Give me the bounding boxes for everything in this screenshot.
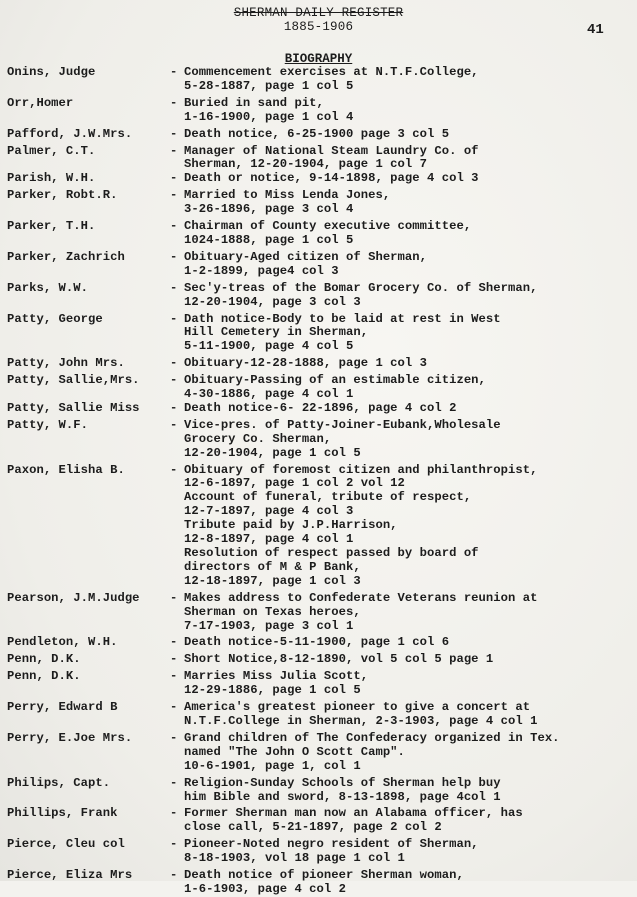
list-item: [7, 732, 635, 774]
entry-separator: -: [170, 652, 178, 667]
entry-line: Obituary-Passing of an estimable citizen,: [184, 373, 486, 388]
list-item: [7, 838, 635, 866]
entry-description: [184, 464, 635, 589]
page-number: 41: [587, 22, 604, 38]
entry-line: 5-28-1887, page 1 col 5: [184, 78, 354, 93]
entry-name: Pierce, Eliza Mrs: [7, 869, 133, 883]
entry-description: [184, 251, 635, 279]
entry-line: 12-29-1886, page 1 col 5: [184, 683, 361, 698]
entry-line: Marries Miss Julia Scott,: [184, 669, 369, 684]
list-item: [7, 653, 635, 667]
entry-separator: -: [170, 373, 178, 388]
entry-line: Death notice-5-11-1900, page 1 col 6: [184, 635, 450, 650]
entry-name: Patty, W.F.: [7, 418, 89, 432]
entry-name: Pendleton, W.H.: [7, 636, 118, 650]
entry-line: 12-20-1904, page 1 col 5: [184, 445, 361, 460]
entry-separator: -: [170, 143, 178, 158]
entry-separator: -: [170, 400, 178, 415]
list-item: [7, 282, 635, 310]
entry-name: Phillips, Frank: [7, 807, 118, 821]
entry-separator: -: [170, 356, 178, 371]
entry-line: Obituary of foremost citizen and philanthropist,: [184, 462, 538, 477]
entry-separator: -: [170, 417, 178, 432]
entry-line: Hill Cemetery in Sherman,: [184, 325, 369, 340]
entry-line: Death notice, 6-25-1900 page 3 col 5: [184, 126, 450, 141]
entry-line: 1-16-1900, page 1 col 4: [184, 109, 354, 124]
entry-name: Patty, Sallie,Mrs.: [7, 374, 140, 388]
entry-description: [184, 807, 635, 835]
list-item: [7, 636, 635, 650]
register-header: [0, 6, 637, 34]
entry-name: Paxon, Elisha B.: [7, 463, 125, 477]
entry-description: [184, 66, 635, 94]
entry-separator: -: [170, 171, 178, 186]
entry-description: [184, 869, 635, 897]
entry-line: him Bible and sword, 8-13-1898, page 4col 1: [184, 789, 501, 804]
list-item: [7, 251, 635, 279]
biography-entries: [7, 66, 635, 897]
entry-line: Makes address to Confederate Veterans reunion at: [184, 590, 538, 605]
entry-description: [184, 189, 635, 217]
entry-separator: -: [170, 188, 178, 203]
entry-line: close call, 5-21-1897, page 2 col 2: [184, 820, 442, 835]
entry-line: Married to Miss Lenda Jones,: [184, 188, 391, 203]
entry-line: Resolution of respect passed by board of: [184, 546, 479, 560]
list-item: [7, 701, 635, 729]
list-item: [7, 128, 635, 142]
entry-description: [184, 636, 635, 650]
entry-description: [184, 732, 635, 774]
entry-name: Pafford, J.W.Mrs.: [7, 127, 133, 141]
entry-line: 8-18-1903, vol 18 page 1 col 1: [184, 851, 405, 866]
entry-line: Grocery Co. Sherman,: [184, 431, 332, 446]
entry-name: Patty, John Mrs.: [7, 357, 125, 371]
entry-separator: -: [170, 806, 178, 821]
list-item: [7, 869, 635, 897]
entry-separator: -: [170, 280, 178, 295]
list-item: [7, 97, 635, 125]
entry-line: 4-30-1886, page 4 col 1: [184, 387, 354, 402]
entry-separator: -: [170, 868, 178, 883]
list-item: [7, 402, 635, 416]
entry-name: Orr,Homer: [7, 96, 74, 110]
entry-description: [184, 220, 635, 248]
entry-name: Palmer, C.T.: [7, 144, 96, 158]
entry-line: 12-6-1897, page 1 col 2 vol 12: [184, 476, 405, 491]
entry-name: Philips, Capt.: [7, 776, 111, 790]
entry-line: 12-18-1897, page 1 col 3: [184, 573, 361, 588]
entry-line: Chairman of County executive committee,: [184, 219, 472, 234]
entry-description: [184, 402, 635, 416]
list-item: [7, 220, 635, 248]
entry-line: Commencement exercises at N.T.F.College,: [184, 65, 479, 79]
entry-line: 1-6-1903, page 4 col 2: [184, 881, 347, 896]
entry-description: [184, 145, 635, 173]
entry-description: [184, 653, 635, 667]
entry-name: Onins, Judge: [7, 66, 96, 79]
entry-description: [184, 374, 635, 402]
entry-line: directors of M & P Bank,: [184, 559, 361, 574]
entry-separator: -: [170, 590, 178, 605]
entry-separator: -: [170, 837, 178, 852]
entry-description: [184, 592, 635, 634]
entry-description: [184, 313, 635, 355]
entry-line: Manager of National Steam Laundry Co. of: [184, 143, 479, 158]
entry-separator: -: [170, 635, 178, 650]
entry-line: 12-20-1904, page 3 col 3: [184, 294, 361, 309]
entry-separator: -: [170, 249, 178, 264]
entry-line: named "The John O Scott Camp".: [184, 744, 405, 759]
entry-description: [184, 701, 635, 729]
entry-separator: -: [170, 65, 178, 79]
entry-separator: -: [170, 669, 178, 684]
entry-line: Obituary-Aged citizen of Sherman,: [184, 249, 428, 264]
entry-line: 12-7-1897, page 4 col 3: [184, 504, 354, 519]
list-item: [7, 189, 635, 217]
entry-name: Pearson, J.M.Judge: [7, 591, 140, 605]
entry-name: Penn, D.K.: [7, 670, 81, 684]
entry-description: [184, 777, 635, 805]
entry-line: Sherman on Texas heroes,: [184, 604, 361, 619]
entry-line: Obituary-12-28-1888, page 1 col 3: [184, 356, 428, 371]
list-item: [7, 807, 635, 835]
entry-separator: -: [170, 95, 178, 110]
entry-line: Grand children of The Confederacy organized in Tex.: [184, 730, 560, 745]
entry-line: Dath notice-Body to be laid at rest in West: [184, 311, 501, 326]
entry-name: Patty, George: [7, 312, 103, 326]
entry-description: [184, 838, 635, 866]
list-item: [7, 464, 635, 589]
entry-line: N.T.F.College in Sherman, 2-3-1903, page 4 col 1: [184, 713, 538, 728]
entry-name: Penn, D.K.: [7, 653, 81, 667]
entry-line: Vice-pres. of Patty-Joiner-Eubank,Wholesale: [184, 417, 501, 432]
entry-separator: -: [170, 775, 178, 790]
list-item: [7, 374, 635, 402]
register-years: 1885-1906: [283, 20, 354, 34]
entry-separator: -: [170, 700, 178, 715]
entry-name: Perry, Edward B: [7, 701, 118, 715]
entry-name: Parks, W.W.: [7, 281, 89, 295]
entry-separator: -: [170, 219, 178, 234]
section-title: BIOGRAPHY: [284, 52, 353, 66]
list-item: [7, 592, 635, 634]
entry-description: [184, 128, 635, 142]
entry-line: Death notice-6- 22-1896, page 4 col 2: [184, 400, 457, 415]
entry-description: [184, 282, 635, 310]
entry-separator: -: [170, 126, 178, 141]
entry-name: Parker, Zachrich: [7, 250, 125, 264]
entry-line: Tribute paid by J.P.Harrison,: [184, 518, 398, 533]
entry-line: 10-6-1901, page 1, col 1: [184, 758, 361, 773]
list-item: [7, 66, 635, 94]
entry-line: 1024-1888, page 1 col 5: [184, 232, 354, 247]
entry-line: 1-2-1899, page4 col 3: [184, 263, 339, 278]
entry-description: [184, 357, 635, 371]
list-item: [7, 777, 635, 805]
entry-description: [184, 419, 635, 461]
entry-name: Parker, T.H.: [7, 220, 96, 234]
entry-line: Sec'y-treas of the Bomar Grocery Co. of Sherman,: [184, 280, 538, 295]
entry-line: Account of funeral, tribute of respect,: [184, 490, 472, 505]
register-title: SHERMAN DAILY REGISTER: [233, 6, 404, 20]
entry-name: Pierce, Cleu col: [7, 838, 125, 852]
entry-description: [184, 172, 635, 186]
entry-line: Sherman, 12-20-1904, page 1 col 7: [184, 157, 428, 172]
entry-line: Former Sherman man now an Alabama officer, has: [184, 806, 523, 821]
list-item: [7, 670, 635, 698]
entry-line: America's greatest pioneer to give a concert at: [184, 700, 531, 715]
entry-separator: -: [170, 462, 178, 477]
entry-line: 7-17-1903, page 3 col 1: [184, 618, 354, 633]
entry-description: [184, 670, 635, 698]
entry-description: [184, 97, 635, 125]
entry-name: Parker, Robt.R.: [7, 189, 118, 203]
list-item: [7, 313, 635, 355]
entry-line: Death or notice, 9-14-1898, page 4 col 3: [184, 171, 479, 186]
entry-line: Pioneer-Noted negro resident of Sherman,: [184, 837, 479, 852]
entry-line: 3-26-1896, page 3 col 4: [184, 202, 354, 217]
entry-separator: -: [170, 311, 178, 326]
entry-line: Buried in sand pit,: [184, 95, 324, 110]
entry-line: 5-11-1900, page 4 col 5: [184, 339, 354, 354]
list-item: [7, 357, 635, 371]
entry-name: Patty, Sallie Miss: [7, 401, 140, 415]
entry-separator: -: [170, 730, 178, 745]
entry-line: Short Notice,8-12-1890, vol 5 col 5 page 1: [184, 652, 494, 667]
list-item: [7, 145, 635, 173]
list-item: [7, 172, 635, 186]
entry-name: Perry, E.Joe Mrs.: [7, 731, 133, 745]
entry-line: Religion-Sunday Schools of Sherman help buy: [184, 775, 501, 790]
entry-line: Death notice of pioneer Sherman woman,: [184, 868, 464, 883]
entry-line: 12-8-1897, page 4 col 1: [184, 532, 354, 547]
entry-name: Parish, W.H.: [7, 172, 96, 186]
list-item: [7, 419, 635, 461]
